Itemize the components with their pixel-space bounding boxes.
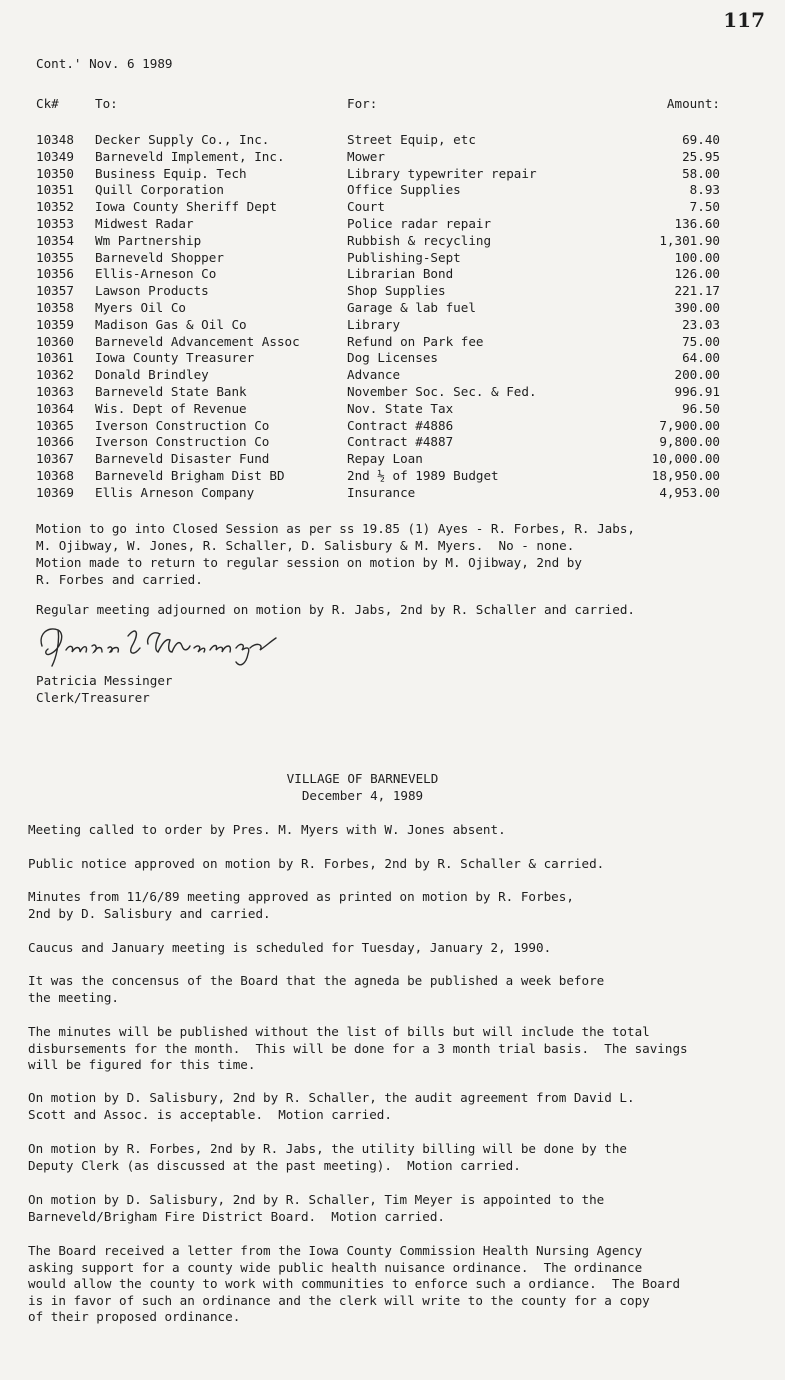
check-number: 10352 [36, 199, 74, 215]
purpose: Shop Supplies [347, 283, 446, 299]
purpose: Refund on Park fee [347, 333, 484, 349]
checks-table [36, 132, 720, 502]
payee: Madison Gas & Oil Co [95, 316, 247, 332]
amount: 58.00 [682, 165, 720, 181]
payee: Barneveld Advancement Assoc [95, 333, 300, 349]
amount: 18,950.00 [651, 467, 720, 483]
page-number: 117 [723, 8, 765, 32]
meeting-heading [0, 770, 755, 804]
purpose: Mower [347, 148, 385, 164]
amount: 7,900.00 [659, 417, 720, 433]
amount: 7.50 [689, 199, 720, 215]
amount: 126.00 [674, 266, 720, 282]
purpose: Nov. State Tax [347, 400, 454, 416]
amount: 996.91 [674, 383, 720, 399]
table-row [36, 148, 720, 166]
table-row [36, 215, 720, 233]
amount: 96.50 [682, 400, 720, 416]
amount: 1,301.90 [659, 232, 720, 248]
table-row [36, 467, 720, 485]
table-row [36, 132, 720, 149]
table-row [36, 350, 720, 367]
continuation-date: Cont.' Nov. 6 1989 [36, 56, 173, 71]
payee: Iowa County Treasurer [95, 350, 255, 366]
check-number: 10364 [36, 400, 74, 416]
payee: Barneveld Disaster Fund [95, 451, 270, 467]
check-number: 10360 [36, 333, 74, 349]
minutes-paragraph: On motion by R. Forbes, 2nd by R. Jabs, the utility billing will be done by the Deputy Clerk (as discussed at the past meeting). Motion carried. [28, 1141, 627, 1173]
check-number: 10354 [36, 232, 74, 248]
minutes-paragraph: On motion by D. Salisbury, 2nd by R. Schaller, the audit agreement from David L. Scott and Assoc. is acceptable. Motion carried. [28, 1090, 635, 1122]
payee: Business Equip. Tech [95, 165, 247, 181]
purpose: Publishing-Sept [347, 249, 461, 265]
table-row [36, 283, 720, 300]
amount: 200.00 [674, 367, 720, 383]
table-row [36, 266, 720, 283]
purpose: Police radar repair [347, 215, 492, 231]
meeting-date: December 4, 1989 [301, 788, 424, 803]
check-number: 10358 [36, 299, 74, 315]
minutes-paragraph: Caucus and January meeting is scheduled for Tuesday, January 2, 1990. [28, 940, 552, 955]
purpose: Contract #4887 [347, 434, 454, 450]
payee: Ellis Arneson Company [95, 484, 255, 500]
table-row [36, 333, 720, 351]
table-row [36, 182, 720, 199]
minutes-paragraph: Minutes from 11/6/89 meeting approved as printed on motion by R. Forbes, 2nd by D. Salisbury and carried. [28, 889, 574, 921]
payee: Decker Supply Co., Inc. [95, 132, 270, 147]
check-number: 10350 [36, 165, 74, 181]
payee: Barneveld Brigham Dist BD [95, 467, 285, 483]
payee: Barneveld Shopper [95, 249, 224, 265]
check-number: 10367 [36, 451, 74, 467]
amount: 221.17 [674, 283, 720, 299]
table-row [36, 232, 720, 250]
check-number: 10349 [36, 148, 74, 164]
payee: Lawson Products [95, 283, 209, 299]
table-row [36, 199, 720, 216]
minutes-paragraph: It was the concensus of the Board that the agneda be published a week before the meeting. [28, 973, 605, 1005]
amount: 390.00 [674, 299, 720, 315]
check-number: 10351 [36, 182, 74, 198]
check-number: 10369 [36, 484, 74, 500]
purpose: 2nd ½ of 1989 Budget [347, 467, 499, 483]
purpose: Contract #4886 [347, 417, 454, 433]
payee: Ellis-Arneson Co [95, 266, 217, 282]
signatory-title: Clerk/Treasurer [36, 690, 150, 705]
check-number: 10356 [36, 266, 74, 282]
amount: 9,800.00 [659, 434, 720, 450]
purpose: Insurance [347, 484, 416, 500]
check-number: 10366 [36, 434, 74, 450]
check-number: 10348 [36, 132, 74, 147]
table-row [36, 484, 720, 502]
payee: Wis. Dept of Revenue [95, 400, 247, 416]
check-number: 10355 [36, 249, 74, 265]
amount: 64.00 [682, 350, 720, 366]
column-ck: Ck# [36, 96, 59, 111]
purpose: Repay Loan [347, 451, 423, 467]
checks-table-header [36, 96, 720, 112]
amount: 25.95 [682, 148, 720, 164]
amount: 4,953.00 [659, 484, 720, 500]
check-number: 10361 [36, 350, 74, 366]
signatory [36, 672, 172, 706]
check-number: 10357 [36, 283, 74, 299]
purpose: Dog Licenses [347, 350, 438, 366]
payee: Donald Brindley [95, 367, 209, 383]
table-row [36, 367, 720, 384]
check-number: 10359 [36, 316, 74, 332]
table-row [36, 316, 720, 334]
payee: Quill Corporation [95, 182, 224, 198]
amount: 75.00 [682, 333, 720, 349]
village-name: VILLAGE OF BARNEVELD [286, 771, 439, 786]
amount: 69.40 [682, 132, 720, 147]
adjournment-motion: Regular meeting adjourned on motion by R. Jabs, 2nd by R. Schaller and carried. [36, 602, 635, 617]
payee: Iverson Construction Co [95, 434, 270, 450]
amount: 100.00 [674, 249, 720, 265]
column-amount: Amount: [666, 96, 720, 111]
payee: Barneveld Implement, Inc. [95, 148, 285, 164]
table-row [36, 400, 720, 418]
purpose: Street Equip, etc [347, 132, 476, 147]
payee: Wm Partnership [95, 232, 202, 248]
table-row [36, 299, 720, 317]
table-row [36, 434, 720, 451]
table-row [36, 417, 720, 435]
table-row [36, 249, 720, 267]
check-number: 10368 [36, 467, 74, 483]
minutes-paragraph: The Board received a letter from the Iowa County Commission Health Nursing Agency asking support for a county wide public health nuisance ordinance. The ordinance would allow the county to work with communities to enforce such a ordiance. The Board is in favor of such an ordinance and the clerk will write to the county for a copy of their proposed ordinance. [28, 1243, 681, 1324]
table-row [36, 451, 720, 468]
check-number: 10362 [36, 367, 74, 383]
amount: 136.60 [674, 215, 720, 231]
payee: Barneveld State Bank [95, 383, 247, 399]
payee: Myers Oil Co [95, 299, 186, 315]
minutes-paragraph: On motion by D. Salisbury, 2nd by R. Schaller, Tim Meyer is appointed to the Barneveld/Brigham Fire District Board. Motion carried. [28, 1192, 605, 1224]
minutes-paragraph: Public notice approved on motion by R. Forbes, 2nd by R. Schaller & carried. [28, 856, 605, 871]
signatory-name: Patricia Messinger [36, 673, 173, 688]
column-for: For: [347, 96, 378, 111]
purpose: Advance [347, 367, 401, 383]
purpose: Librarian Bond [347, 266, 454, 282]
check-number: 10365 [36, 417, 74, 433]
check-number: 10353 [36, 215, 74, 231]
payee: Iverson Construction Co [95, 417, 270, 433]
purpose: Library typewriter repair [347, 165, 537, 181]
check-number: 10363 [36, 383, 74, 399]
amount: 8.93 [689, 182, 720, 198]
purpose: Library [347, 316, 401, 332]
purpose: Court [347, 199, 385, 215]
closed-session-motion: Motion to go into Closed Session as per ss 19.85 (1) Ayes - R. Forbes, R. Jabs, M. Ojibway, W. Jones, R. Schaller, D. Salisbury & M. Myers. No - none. Motion made to return to regular session on motion by M. Ojibway, 2nd by R. Forbes and carried. [36, 521, 635, 587]
purpose: Garage & lab fuel [347, 299, 476, 315]
purpose: Office Supplies [347, 182, 461, 198]
column-to: To: [95, 96, 118, 111]
minutes-paragraph: Meeting called to order by Pres. M. Myers with W. Jones absent. [28, 822, 506, 837]
purpose: November Soc. Sec. & Fed. [347, 383, 537, 399]
amount: 23.03 [682, 316, 720, 332]
payee: Midwest Radar [95, 215, 194, 231]
purpose: Rubbish & recycling [347, 232, 492, 248]
amount: 10,000.00 [651, 451, 720, 467]
table-row [36, 165, 720, 183]
payee: Iowa County Sheriff Dept [95, 199, 277, 215]
signature-image [36, 616, 286, 678]
table-row [36, 383, 720, 401]
minutes-paragraph: The minutes will be published without the list of bills but will include the total disbursements for the month. This will be done for a 3 month trial basis. The savings will be figured for this time. [28, 1024, 688, 1072]
